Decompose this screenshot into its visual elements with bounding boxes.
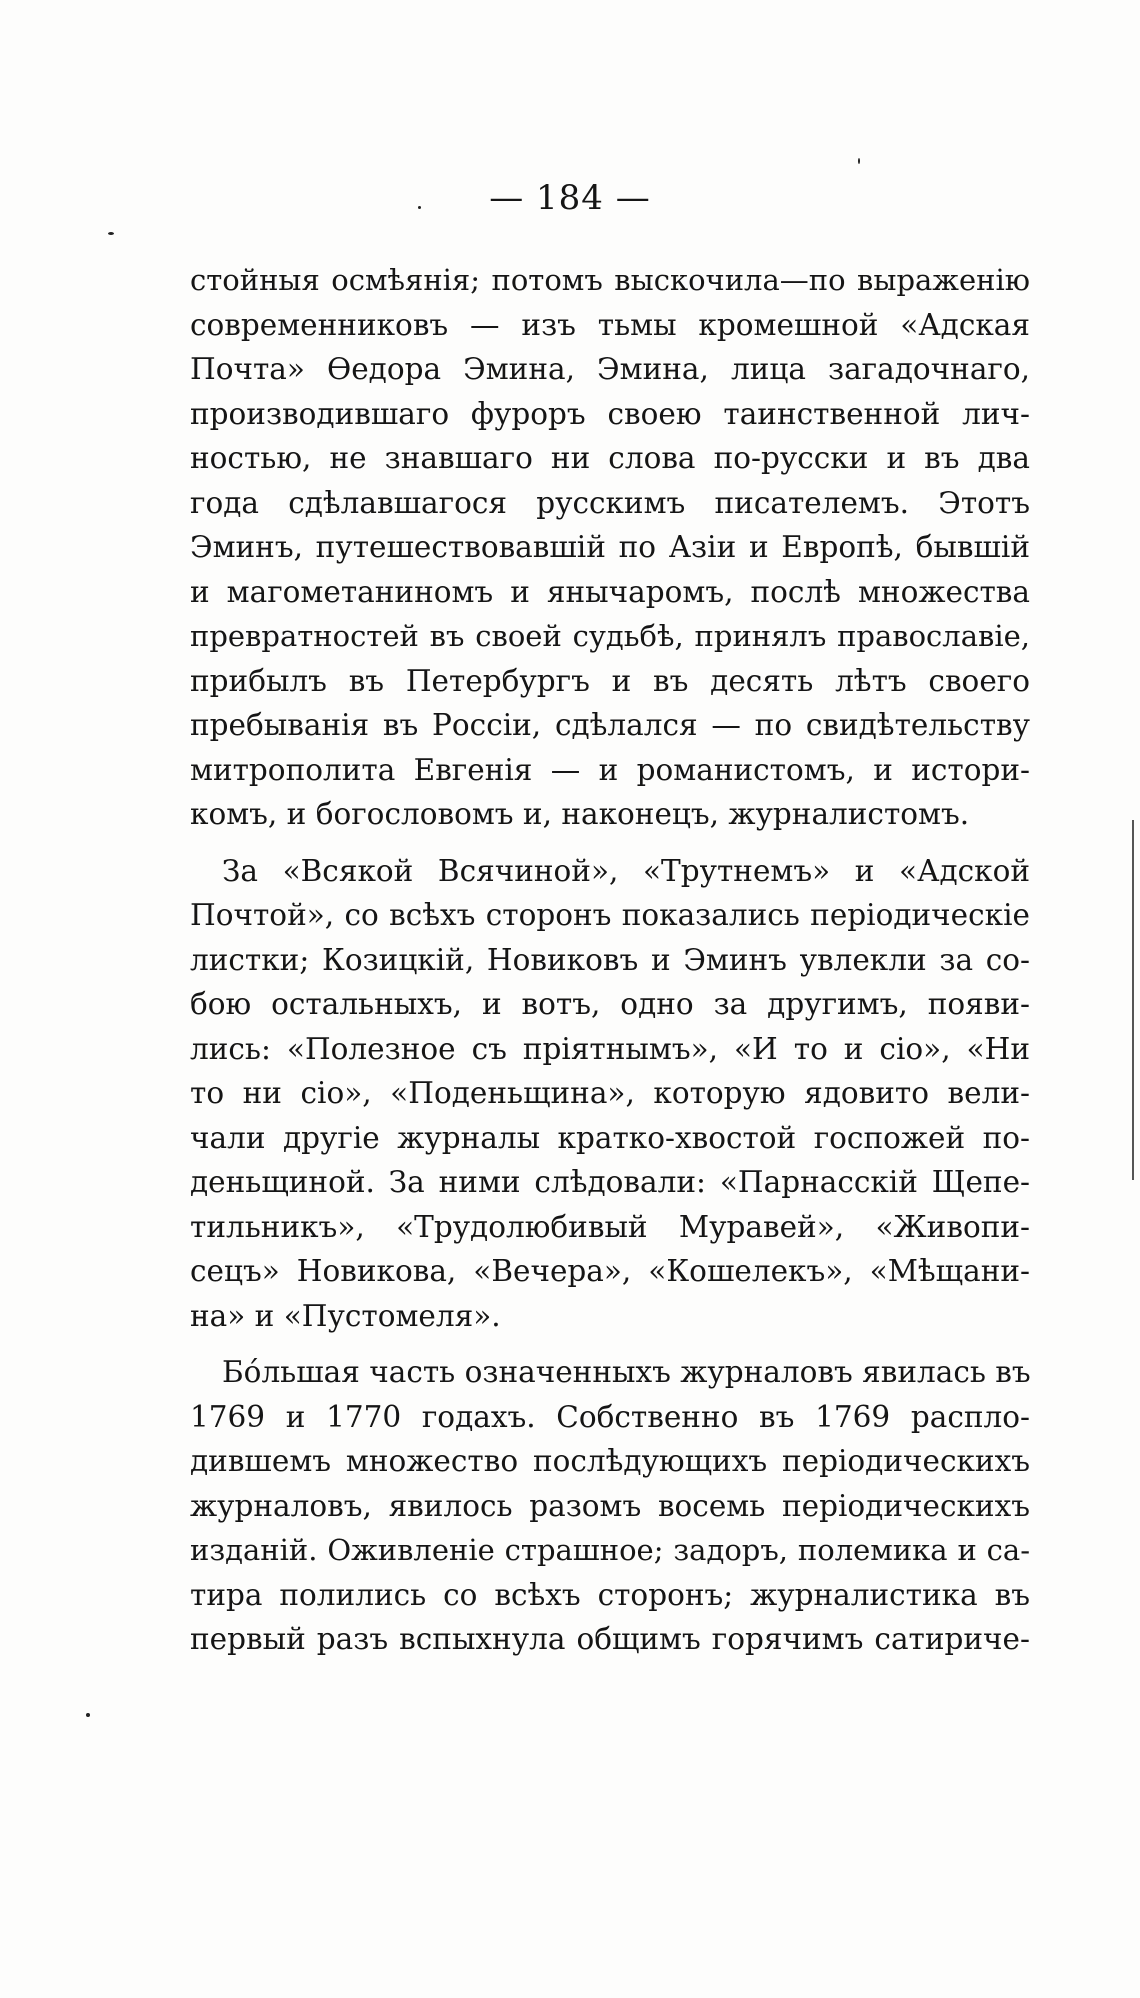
text-line: современниковъ — изъ тьмы кромешной «Адская — [190, 307, 1030, 342]
text-line: Бóльшая часть означенныхъ журналовъ явилась въ — [222, 1355, 1031, 1389]
text-line: лись: «Полезное съ пріятнымъ», «И то и сіо», «Ни — [190, 1031, 1030, 1066]
text-line: изданій. Оживленіе страшное; задоръ, полемика и са- — [190, 1533, 1030, 1567]
scan-speck — [86, 1713, 90, 1717]
text-line: Почта» Ѳедора Эмина, Эмина, лица загадочнаго, — [190, 352, 1030, 386]
text-line: первый разъ вспыхнула общимъ горячимъ сатириче- — [190, 1622, 1030, 1656]
text-line: чали другіе журналы кратко-хвостой госпожей по- — [190, 1120, 1030, 1155]
text-line: ностью, не знавшаго ни слова по-русски и въ два — [190, 441, 1030, 475]
text-line: сецъ» Новикова, «Вечера», «Кошелекъ», «Мѣщани- — [190, 1254, 1030, 1288]
text-line: комъ, и богословомъ и, наконецъ, журналистомъ. — [190, 797, 970, 831]
text-line: деньщиной. За ними слѣдовали: «Парнасскій Щепе- — [190, 1165, 1030, 1199]
text-line: За «Всякой Всячиной», «Трутнемъ» и «Адской — [222, 853, 1030, 888]
text-line: стойныя осмѣянія; потомъ выскочила—по выраженію — [190, 263, 1030, 297]
text-line: года сдѣлавшагося русскимъ писателемъ. Этотъ — [190, 485, 1030, 520]
text-line: 1769 и 1770 годахъ. Собственно въ 1769 распло- — [190, 1399, 1030, 1434]
text-line: на» и «Пустомеля». — [190, 1298, 501, 1333]
paragraph-2 — [190, 849, 1030, 1339]
scan-edge-line — [1132, 820, 1134, 1180]
scan-speck — [858, 158, 860, 164]
text-line: и магометаниномъ и янычаромъ, послѣ множества — [190, 574, 1030, 609]
text-line: листки; Козицкій, Новиковъ и Эминъ увлекли за со- — [190, 942, 1030, 977]
text-line: Эминъ, путешествовавшій по Азіи и Европѣ, бывшій — [190, 530, 1030, 564]
text-line: дившемъ множество послѣдующихъ періодическихъ — [190, 1444, 1030, 1478]
scan-speck — [108, 232, 114, 235]
paragraph-3 — [190, 1350, 1030, 1662]
scan-speck — [418, 206, 421, 209]
page-number: — 184 — — [489, 178, 651, 218]
paragraph-1 — [190, 258, 1030, 837]
text-line: то ни сіо», «Поденьщина», которую ядовито вели- — [190, 1076, 1030, 1110]
text-line: бою остальныхъ, и вотъ, одно за другимъ, появи- — [190, 987, 1030, 1021]
text-line: прибылъ въ Петербургъ и въ десять лѣтъ своего — [190, 663, 1030, 698]
text-line: журналовъ, явилось разомъ восемь періодическихъ — [190, 1488, 1030, 1523]
text-line: Почтой», со всѣхъ сторонъ показались періодическіе — [190, 898, 1030, 932]
text-line: митрополита Евгенія — и романистомъ, и истори- — [190, 752, 1030, 787]
text-line: превратностей въ своей судьбѣ, принялъ православіе, — [190, 619, 1030, 653]
body-text — [190, 258, 1030, 1662]
text-line: тира полились со всѣхъ сторонъ; журналистика въ — [190, 1577, 1030, 1612]
text-line: пребыванія въ Россіи, сдѣлался — по свидѣтельству — [190, 708, 1030, 742]
text-line: тильникъ», «Трудолюбивый Муравей», «Живопи- — [190, 1209, 1030, 1244]
text-line: производившаго фуроръ своею таинственной лич- — [190, 396, 1030, 431]
